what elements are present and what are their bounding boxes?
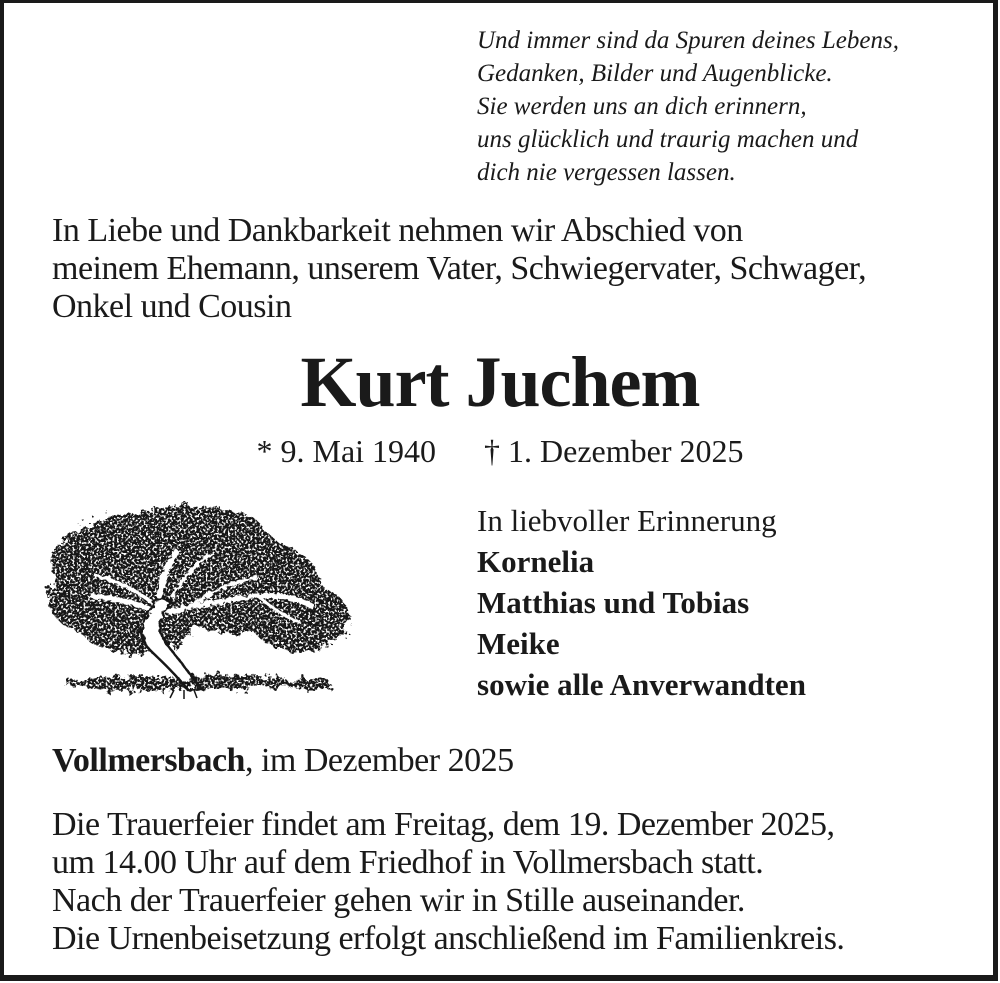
- verse-line: Und immer sind da Spuren deines Lebens,: [477, 27, 899, 54]
- farewell-line: Onkel und Cousin: [52, 288, 292, 325]
- deceased-name: Kurt Juchem: [300, 342, 700, 422]
- death-date: † 1. Dezember 2025: [484, 433, 744, 469]
- funeral-info-line: Nach der Trauerfeier gehen wir in Stille auseinander.: [52, 882, 745, 919]
- verse-line: Gedanken, Bilder und Augenblicke.: [477, 60, 833, 87]
- farewell-line: In Liebe und Dankbarkeit nehmen wir Abschied von: [52, 212, 743, 249]
- verse-line: dich nie vergessen lassen.: [477, 159, 736, 186]
- memorial-heading: In liebvoller Erinnerung: [477, 503, 777, 538]
- funeral-info-line: Die Trauerfeier findet am Freitag, dem 19. Dezember 2025,: [52, 806, 835, 843]
- funeral-info-paragraph: [52, 806, 844, 958]
- funeral-info-line: um 14.00 Uhr auf dem Friedhof in Vollmersbach statt.: [52, 844, 764, 881]
- mourner-name: Meike: [477, 626, 560, 661]
- verse-line: Sie werden uns an dich erinnern,: [477, 93, 807, 120]
- life-dates: [0, 434, 1000, 469]
- oak-tree-icon: [44, 500, 354, 700]
- date-text: , im Dezember 2025: [244, 742, 514, 779]
- mourner-name: sowie alle Anverwandten: [477, 667, 806, 702]
- mourner-name: Matthias und Tobias: [477, 585, 750, 620]
- mourner-name: Kornelia: [477, 544, 595, 579]
- farewell-line: meinem Ehemann, unserem Vater, Schwiegervater, Schwager,: [52, 250, 867, 287]
- place-date-line: [52, 742, 514, 780]
- birth-date: * 9. Mai 1940: [256, 433, 437, 469]
- farewell-paragraph: [52, 212, 866, 326]
- oak-tree-illustration: [44, 500, 354, 700]
- memorial-block: [477, 500, 806, 705]
- verse-line: uns glücklich und traurig machen und: [477, 126, 859, 153]
- memorial-verse: [477, 24, 899, 189]
- funeral-info-line: Die Urnenbeisetzung erfolgt anschließend im Familienkreis.: [52, 920, 845, 957]
- place-name: Vollmersbach: [52, 742, 245, 779]
